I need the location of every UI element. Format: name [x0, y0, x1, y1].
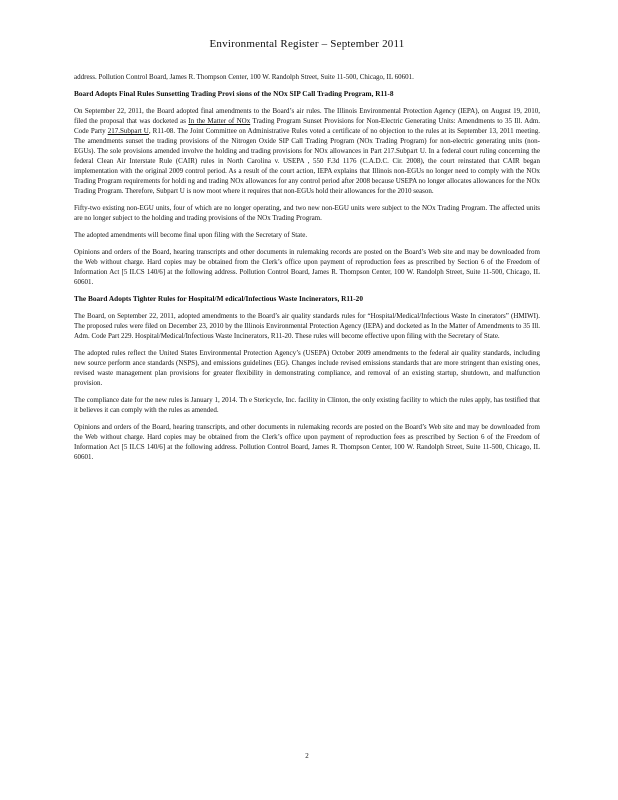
- nox-text-a: On September 22, 2011, the Board adopted final amendments to the Board’s air rules. The Illinois Environmental Protection Agency (IEPA), on August 19, 2010, filed the proposal that was docketed as: [74, 107, 540, 125]
- subpart-reference: 217.Subpart U: [107, 127, 149, 135]
- nox-paragraph-4: Opinions and orders of the Board, hearing transcripts and other documents in rulemaking records are posted on the Board’s Web site and may be downloaded from the Web without charge. Hard copies may be obtained from the Clerk’s office upon payment of reproduction fees as prescribed by Section 6 of the Freedom of Information Act [5 ILCS 140/6] at the following address. Pollution Control Board, James R. Thompson Center, 100 W. Randolph Street, Suite 11-500, Chicago, IL 60601.: [74, 248, 540, 286]
- nox-text-b: Trading Program Sunset Provisions for Non-Electric Generating Units: Amendments to 35 Ill. Adm. Code Party: [74, 117, 541, 135]
- nox-paragraph-3: The adopted amendments will become final upon filing with the Secretary of State.: [74, 231, 308, 239]
- page-number: 2: [305, 752, 309, 760]
- nox-paragraph-1: [74, 106, 540, 196]
- hmiwi-paragraph-2: The adopted rules reflect the United States Environmental Protection Agency’s (USEPA) October 2009 amendments to the federal air quality standards, including new source perform ance standards (NSPS), and emissions guidelines (EG). Changes include revised emissions standards that are more stringent than existing ones, revised waste management plan provisions for greater flexibility in demonstrating compliance, and removal of an existing startup, shutdown, and malfunction provision.: [74, 349, 540, 387]
- hmiwi-paragraph-3: The compliance date for the new rules is January 1, 2014. Th e Stericycle, Inc. facility in Clinton, the only existing facility to which the rules apply, has testified that it believes it can comply with the rules as amended.: [74, 396, 540, 414]
- page-header-title: Environmental Register – September 2011: [209, 38, 405, 50]
- section-heading-hmiwi: The Board Adopts Tighter Rules for Hospital/M edical/Infectious Waste Incinerators, R11-20: [74, 294, 363, 303]
- case-title-link: In the Matter of NOx: [188, 117, 251, 125]
- nox-paragraph-2: Fifty-two existing non-EGU units, four of which are no longer operating, and two new non-EGU units were subject to the NOx Trading Program. The affected units are no longer subject to the holding and trading provisions of the NOx Trading Program.: [74, 204, 540, 222]
- hmiwi-paragraph-4: Opinions and orders of the Board, hearing transcripts, and other documents in rulemaking records are posted on the Board’s Web site and may be downloaded from the Web without charge. Hard copies may be obtained from the Clerk’s office upon payment of reproduction fees as prescribed by Section 6 of the Freedom of Information Act [5 ILCS 140/6] at the following address. Pollution Control Board, James R. Thompson Center, 100 W. Randolph Street, Suite 11-500, Chicago, IL 60601.: [74, 423, 540, 461]
- document-body: [74, 72, 540, 469]
- nox-text-c: , R11-08. The Joint Committee on Administrative Rules voted a certificate of no objection to the rules at its September 13, 2011 meeting. The amendments sunset the trading provisions of the Nitrogen Oxide SIP Call Trading Program (NOx Trading Program) for non-electric generating units (non-EGUs). The sole provisions amended involve the holding and trading provisions for NOx allowances in Part 217.Subpart U. In a federal court ruling concerning the federal Clean Air Interstate Rule (CAIR) rules in North Carolina v. USEPA , 550 F.3d 1176 (C.A.D.C. Cir. 2008), the court reinstated that CAIR began implementation with the original 2009 control period. As a result of the court action, IEPA explains that Illinois non-EGUs no longer need to comply with the NOx Trading Program requirements for holdi ng and trading NOx allowances for any control period after 2008 because USEPA no longer allocates allowances for the NOx Trading Program. Therefore, Subpart U is now moot where it requires that non-EGUs hold their allowances for the 2010 season.: [74, 127, 540, 195]
- hmiwi-paragraph-1: The Board, on September 22, 2011, adopted amendments to the Board’s air quality standards rules for “Hospital/Medical/Infectious Waste In cinerators” (HMIWI). The proposed rules were filed on December 23, 2010 by the Illinois Environmental Protection Agency (IEPA) and docketed as In the Matter of Amendments to 35 Ill. Adm. Code Part 229. Hospital/Medical/Infectious Waste Incinerators, R11-20. These rules will become effective upon filing with the Secretary of State.: [74, 312, 540, 340]
- section-heading-nox: Board Adopts Final Rules Sunsetting Trading Provi sions of the NOx SIP Call Trading Program, R11-8: [74, 89, 394, 98]
- intro-paragraph: address. Pollution Control Board, James R. Thompson Center, 100 W. Randolph Street, Suite 11-500, Chicago, IL 60601.: [74, 73, 414, 81]
